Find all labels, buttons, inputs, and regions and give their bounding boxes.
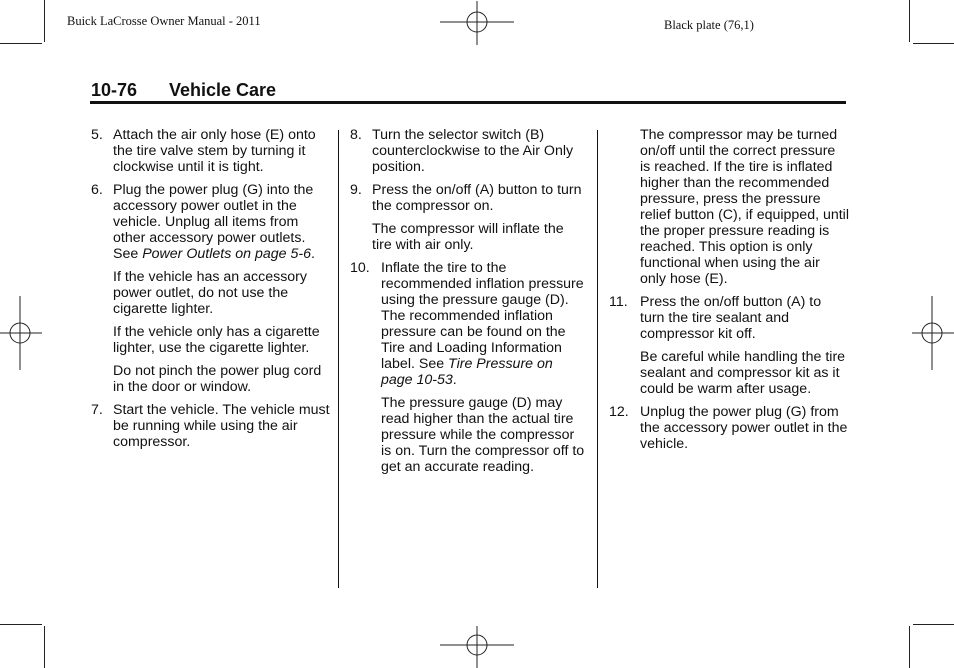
crop-mark bbox=[0, 43, 42, 44]
sub-paragraph: Be careful while handling the tire sealant and compressor kit as it could be warm after usage. bbox=[640, 349, 846, 397]
item-text: Start the vehicle. The vehicle must be running while using the air compressor. bbox=[113, 402, 330, 450]
list-item bbox=[609, 404, 849, 452]
page-number: 10-76 bbox=[91, 80, 138, 100]
manual-title: Buick LaCrosse Owner Manual - 2011 bbox=[67, 14, 261, 28]
sub-paragraph: If the vehicle has an accessory power outlet, do not use the cigarette lighter. bbox=[113, 269, 307, 317]
item-text: Unplug the power plug (G) from the accessory power outlet in the vehicle. bbox=[640, 404, 848, 452]
list-item bbox=[350, 260, 586, 388]
sub-paragraph: The pressure gauge (D) may read higher than the actual tire pressure while the compressor is on. Turn the compressor off to get an accurate reading. bbox=[381, 395, 585, 475]
list-item bbox=[350, 127, 586, 175]
column-3 bbox=[609, 127, 849, 459]
registration-mark-icon bbox=[440, 1, 514, 45]
list-item bbox=[350, 182, 586, 214]
item-text-end: . bbox=[310, 246, 315, 262]
sub-paragraph: The compressor may be turned on/off until the correct pressure is reached. If the tire is inflated higher than the recommended pressure, press the pressure relief button (C), if equipped, until the proper pressure reading is reached. This option is only functional when using the air only hose (E). bbox=[640, 127, 849, 287]
item-number: 8. bbox=[350, 127, 362, 143]
list-item bbox=[609, 294, 849, 342]
list-item bbox=[91, 402, 331, 450]
registration-mark-icon bbox=[440, 626, 514, 668]
heading-rule bbox=[90, 101, 846, 104]
item-text: Plug the power plug (G) into the accessory power outlet in the vehicle. Unplug all items from other accessory power outlets. See bbox=[113, 182, 314, 262]
page-reference-link[interactable]: Power Outlets on page 5-6 bbox=[142, 246, 311, 262]
item-text-end: . bbox=[452, 372, 457, 388]
list-item bbox=[91, 182, 331, 262]
column-1 bbox=[91, 127, 331, 457]
section-title: Vehicle Care bbox=[169, 80, 277, 100]
item-number: 10. bbox=[350, 260, 370, 276]
item-text: Attach the air only hose (E) onto the tire valve stem by turning it clockwise until it is tight. bbox=[113, 127, 316, 175]
item-text: Press the on/off button (A) to turn the tire sealant and compressor kit off. bbox=[640, 294, 822, 342]
crop-mark bbox=[913, 624, 954, 625]
column-divider bbox=[597, 130, 598, 588]
item-number: 5. bbox=[91, 127, 103, 143]
crop-mark bbox=[913, 43, 954, 44]
item-number: 11. bbox=[609, 294, 628, 310]
registration-mark-icon bbox=[0, 296, 42, 370]
crop-mark bbox=[0, 624, 42, 625]
item-text: Turn the selector switch (B) counterclockwise to the Air Only position. bbox=[372, 127, 574, 175]
crop-mark bbox=[44, 626, 45, 668]
item-number: 6. bbox=[91, 182, 103, 198]
column-2 bbox=[350, 127, 586, 482]
plate-label: Black plate (76,1) bbox=[664, 18, 754, 32]
page-reference-link[interactable]: Tire Pressure on page 10-53 bbox=[381, 356, 553, 388]
item-text: Press the on/off (A) button to turn the compressor on. bbox=[372, 182, 582, 214]
crop-mark bbox=[44, 0, 45, 42]
sub-paragraph: If the vehicle only has a cigarette lighter, use the cigarette lighter. bbox=[113, 324, 320, 356]
column-divider bbox=[338, 130, 339, 588]
section-heading bbox=[91, 80, 276, 101]
item-text: Inflate the tire to the recommended inflation pressure using the pressure gauge (D). The recommended inflation pressure can be found on the Tire and Loading Information label. See bbox=[381, 260, 584, 372]
sub-paragraph: Do not pinch the power plug cord in the door or window. bbox=[113, 363, 322, 395]
registration-mark-icon bbox=[912, 296, 954, 370]
item-number: 12. bbox=[609, 404, 629, 420]
crop-mark bbox=[909, 626, 910, 668]
item-number: 7. bbox=[91, 402, 103, 418]
list-item bbox=[91, 127, 331, 175]
item-number: 9. bbox=[350, 182, 362, 198]
sub-paragraph: The compressor will inflate the tire with air only. bbox=[372, 221, 564, 253]
crop-mark bbox=[909, 0, 910, 42]
